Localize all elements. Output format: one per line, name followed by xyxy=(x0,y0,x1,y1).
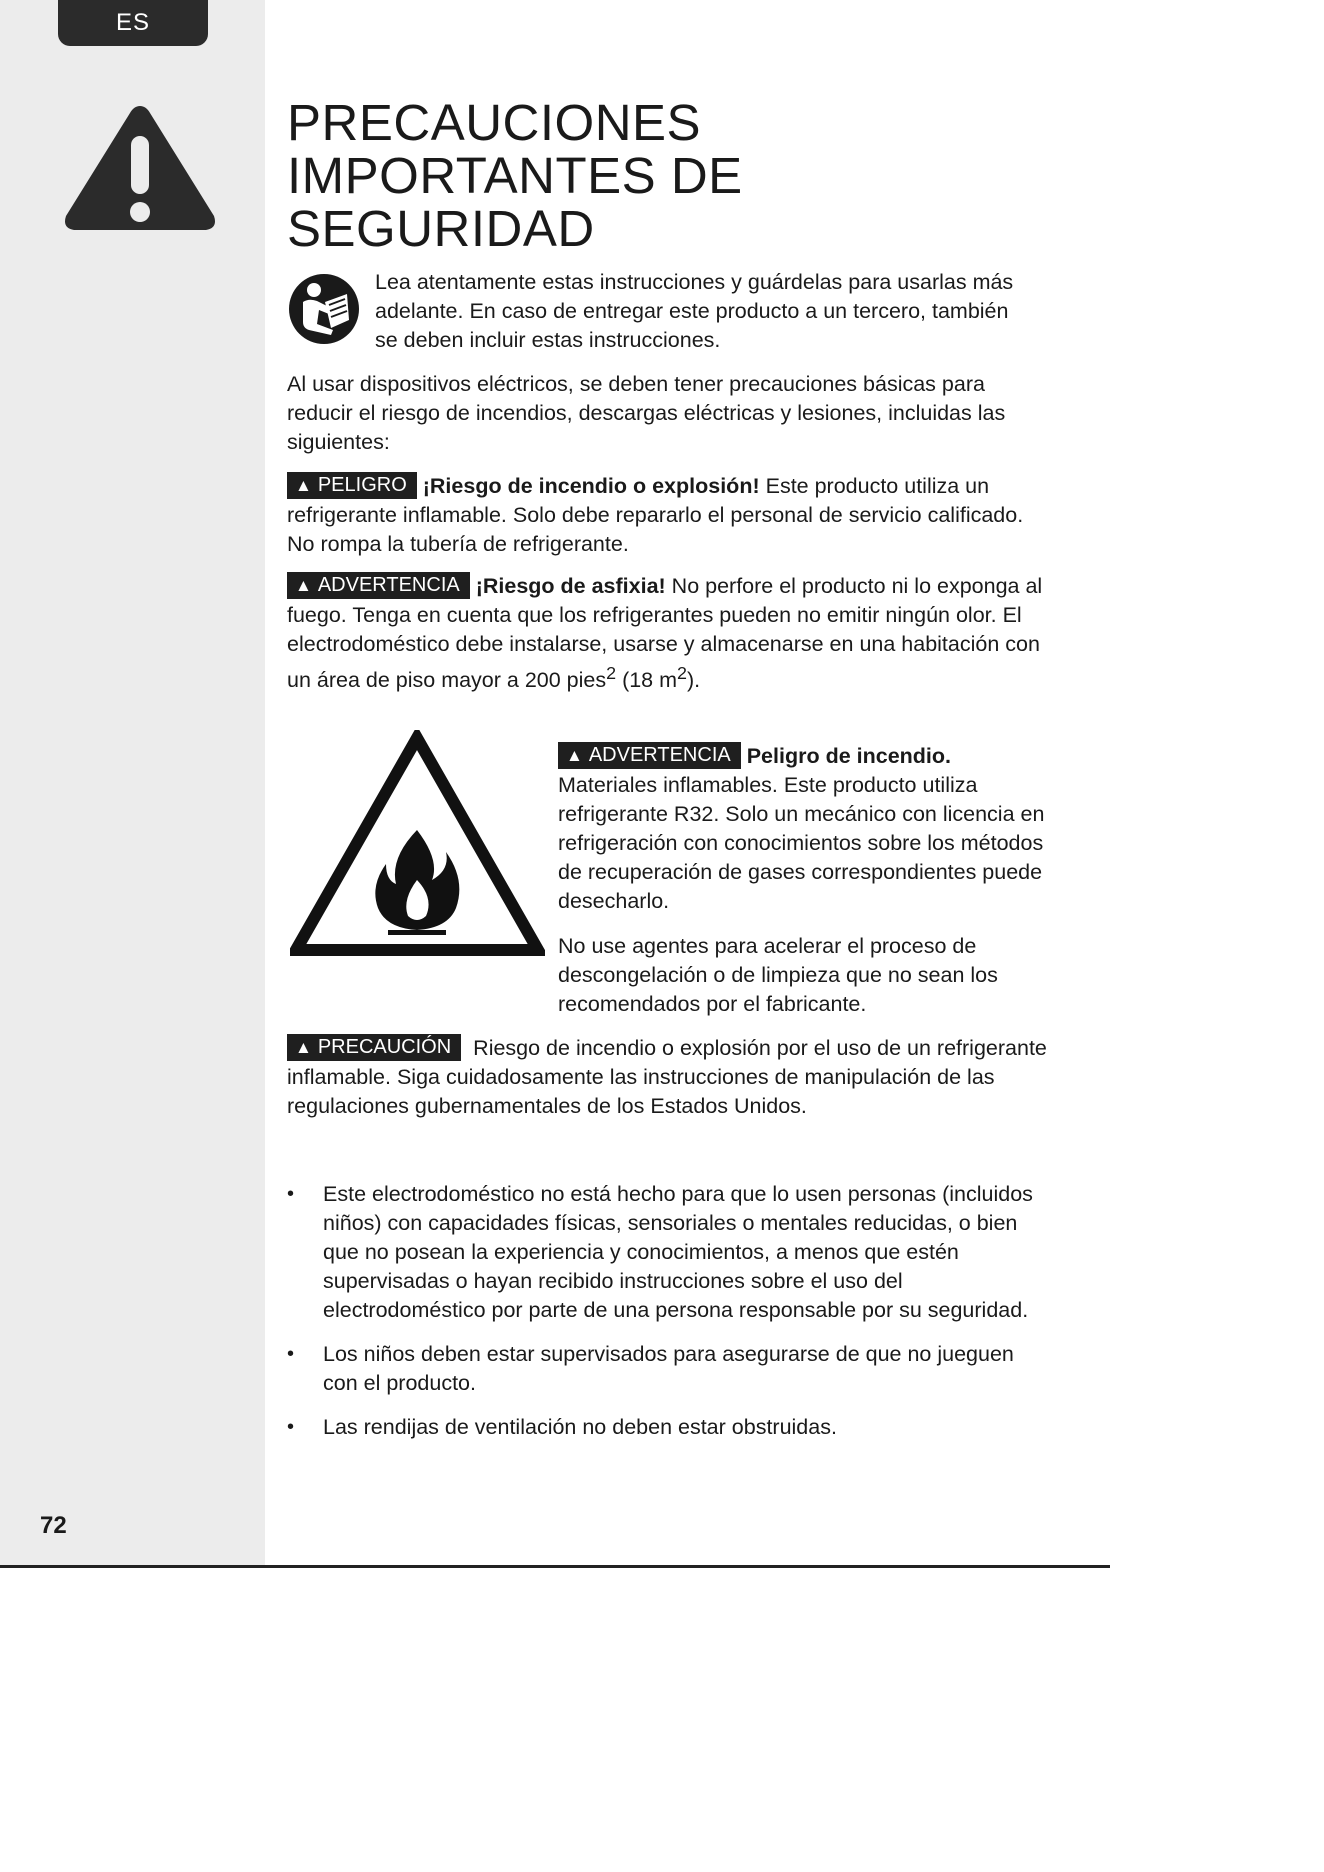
warning-headline: Peligro de incendio. xyxy=(746,744,952,768)
title-line: IMPORTANTES DE xyxy=(287,147,743,204)
warning-triangle-icon: ▲ xyxy=(566,746,583,765)
language-tab: ES xyxy=(58,0,208,46)
warning-badge: ▲ ADVERTENCIA xyxy=(287,572,470,599)
warning-text: Este producto utiliza un refrigerante inflamable. Solo debe repararlo el personal de servicio calificado. No rompa la tubería de refrigerante. xyxy=(287,474,1024,556)
intro-paragraph: Al usar dispositivos eléctricos, se deben tener precauciones básicas para reducir el riesgo de incendios, descargas eléctricas y lesiones, incluidas las siguientes: xyxy=(287,372,1006,454)
list-item: • Las rendijas de ventilación no deben estar obstruidas. xyxy=(287,1415,837,1439)
warning-headline: ¡Riesgo de asfixia! xyxy=(475,574,666,598)
warning-badge: ▲ ADVERTENCIA xyxy=(558,742,741,769)
read-manual-icon xyxy=(287,272,361,346)
warning-triangle-icon xyxy=(60,100,220,235)
warning-headline: ¡Riesgo de incendio o explosión! xyxy=(422,474,760,498)
danger-warning xyxy=(287,472,1047,559)
danger-badge: ▲ PELIGRO xyxy=(287,472,417,499)
title-line: PRECAUCIONES xyxy=(287,94,702,151)
caution-badge: ▲ PRECAUCIÓN xyxy=(287,1034,461,1061)
safety-list xyxy=(287,1180,1047,1457)
flammable-warning-icon xyxy=(290,730,545,960)
caution-warning xyxy=(287,1034,1047,1121)
warning-text: (18 m xyxy=(616,668,678,693)
warning-triangle-icon: ▲ xyxy=(295,476,312,495)
list-item: • Los niños deben estar supervisados para asegurarse de que no jueguen con el producto. xyxy=(287,1342,1014,1395)
warning-text: ). xyxy=(687,668,701,693)
no-agents-paragraph: No use agentes para acelerar el proceso de descongelación o de limpieza que no sean los recomendados por el fabricante. xyxy=(558,934,998,1016)
superscript: 2 xyxy=(677,663,687,683)
bottom-rule xyxy=(0,1565,1110,1568)
warning-text: Materiales inflamables. Este producto utiliza refrigerante R32. Solo un mecánico con licencia en refrigeración con conocimientos sobre los métodos de recuperación de gases correspondientes puede desecharlo. xyxy=(558,773,1045,913)
read-notice-text: Lea atentamente estas instrucciones y guárdelas para usarlas más adelante. En caso de entregar este producto a un tercero, también se deben incluir estas instrucciones. xyxy=(375,270,1014,352)
superscript: 2 xyxy=(606,663,617,683)
warning-text: Riesgo de incendio o explosión por el uso de un refrigerante inflamable. Siga cuidadosamente las instrucciones de manipulación de las regulaciones gubernamentales de los Estados Unidos. xyxy=(287,1036,1047,1118)
sidebar xyxy=(0,0,265,1568)
page-number: 72 xyxy=(40,1512,67,1539)
asphyxia-warning xyxy=(287,572,1047,695)
title-line: SEGURIDAD xyxy=(287,200,595,257)
warning-text: No perfore el producto ni lo exponga al fuego. Tenga en cuenta que los refrigerantes pueden no emitir ningún olor. El electrodoméstico debe instalarse, usarse y almacenarse en una habitación con un área de piso mayor a 200 pies xyxy=(287,574,1043,693)
fire-warning xyxy=(558,742,1048,916)
list-item: • Este electrodoméstico no está hecho para que lo usen personas (incluidos niños) con capacidades físicas, sensoriales o mentales reducidas, o bien que no posean la experiencia y conocimientos, a menos que estén supervisadas o hayan recibido instrucciones sobre el uso del electrodoméstico por parte de una persona responsable por su seguridad. xyxy=(287,1182,1033,1322)
page-title xyxy=(287,96,1047,255)
warning-triangle-icon: ▲ xyxy=(295,576,312,595)
warning-triangle-icon: ▲ xyxy=(295,1038,312,1057)
